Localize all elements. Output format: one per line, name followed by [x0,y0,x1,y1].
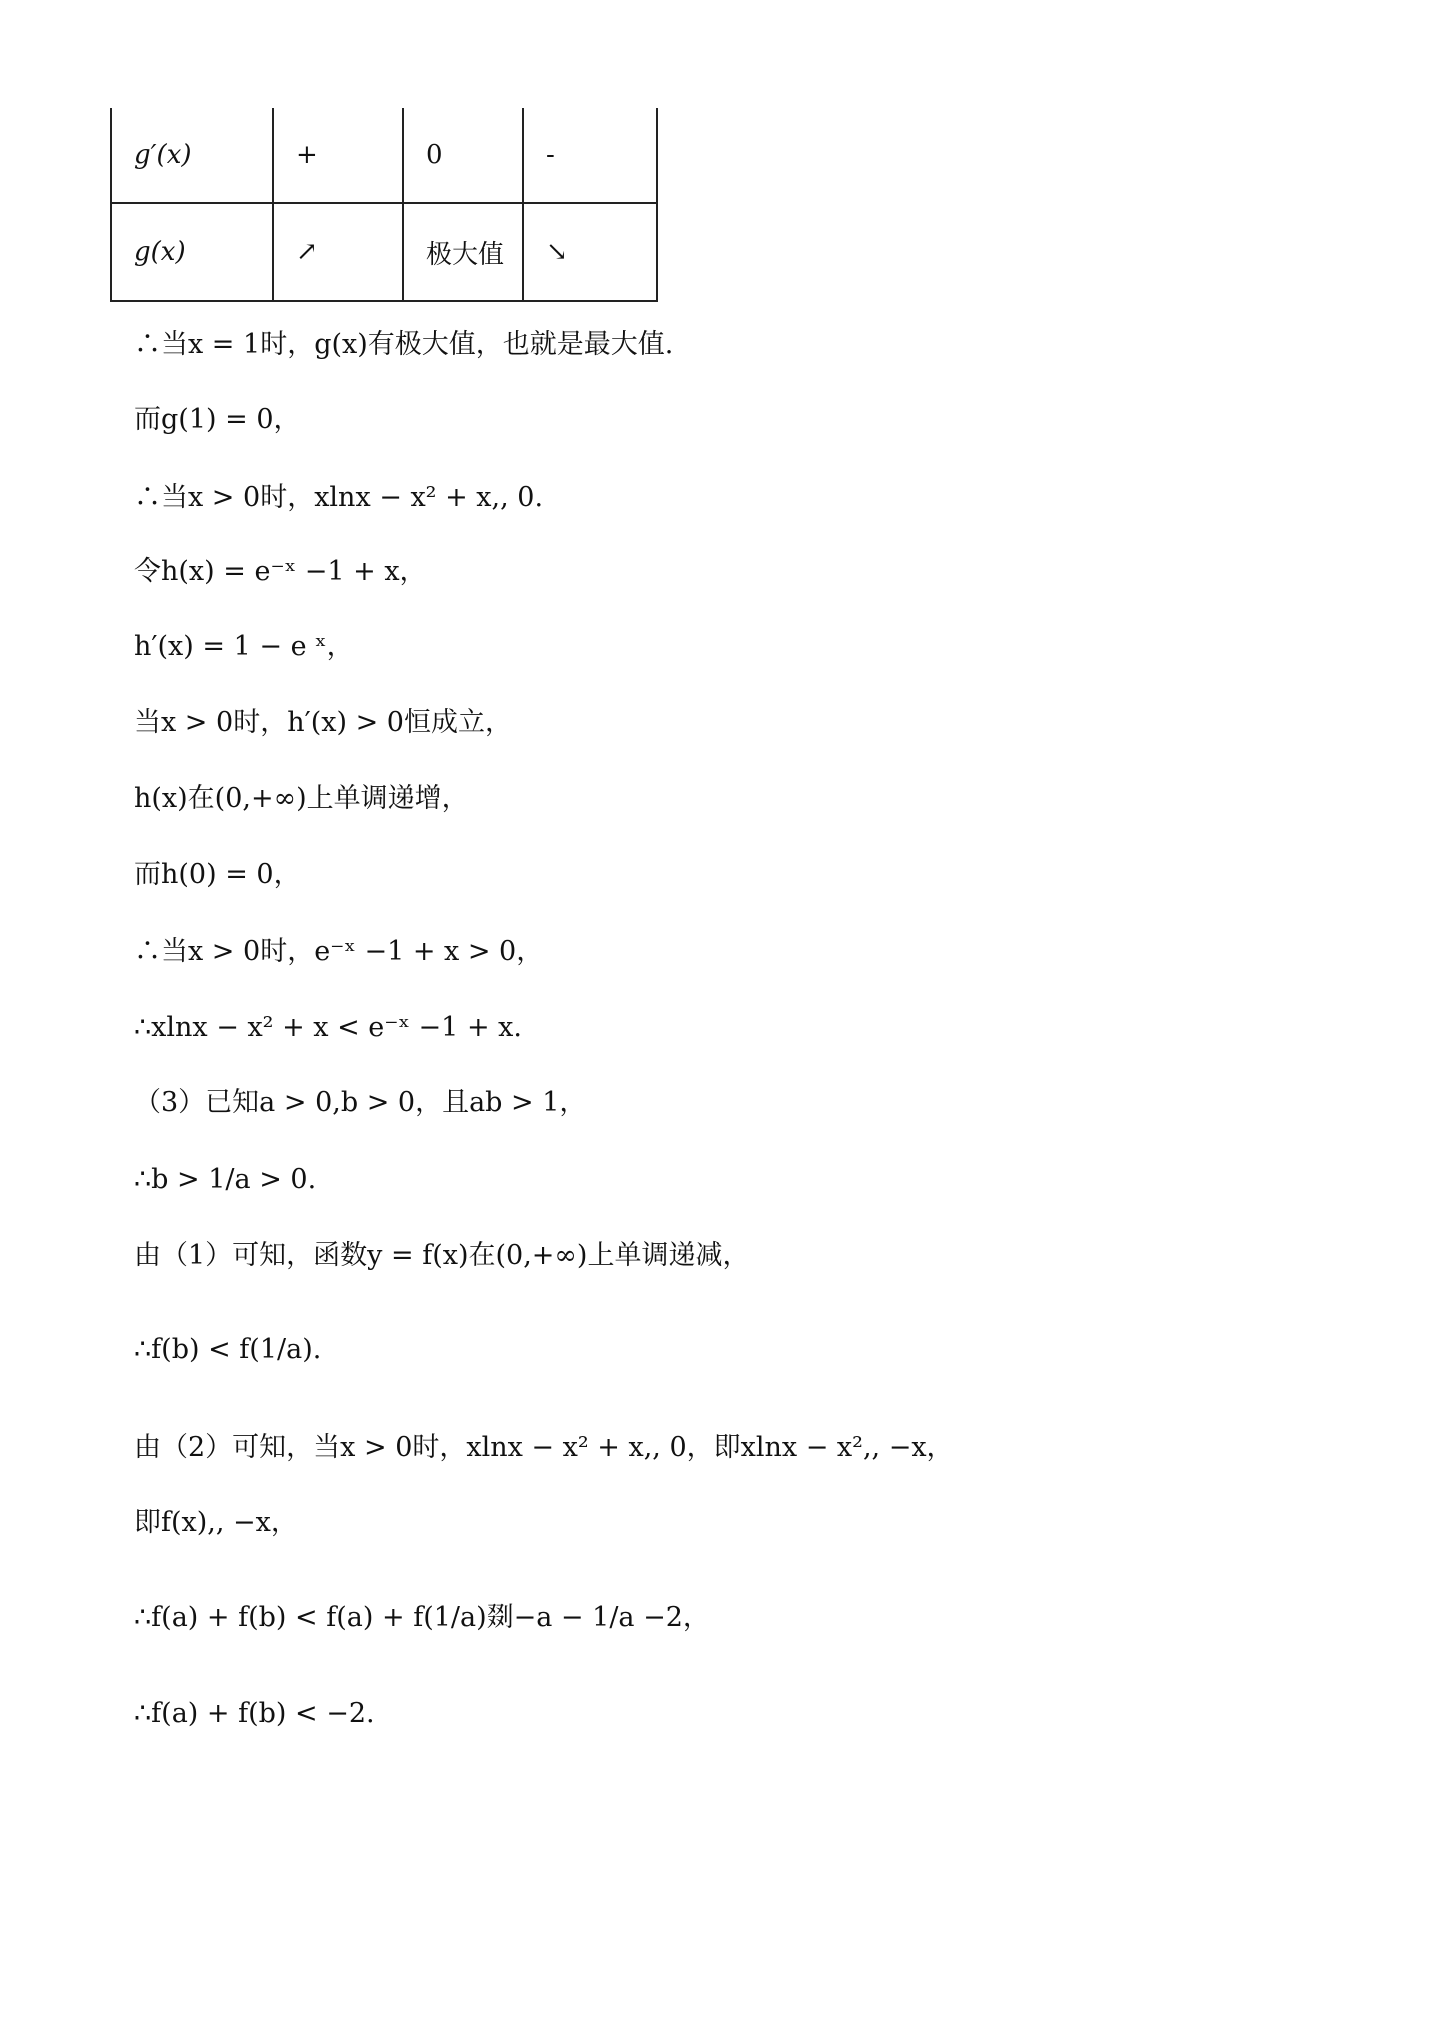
solution-line: h(x)在(0,+∞)上单调递增， [134,783,469,814]
solution-line: 由（2）可知，当x > 0时，xlnx − x² + x,, 0，即xlnx − x²,, −x， [134,1432,954,1463]
increasing-arrow-icon: ↗ [273,203,403,301]
table-cell: 极大值 [403,203,523,301]
table-row [111,108,657,203]
solution-line: ∴xlnx − x² + x < e⁻ˣ −1 + x. [134,1012,522,1043]
solution-line: ∴当x > 0时，e⁻ˣ −1 + x > 0， [134,936,544,967]
table-row-label: g(x) [111,203,273,301]
solution-line: 令h(x) = e⁻ˣ −1 + x， [134,556,427,587]
table-row [111,203,657,301]
table-row-label: g′(x) [111,108,273,203]
solution-line: 而g(1) = 0， [134,404,301,435]
solution-line: h′(x) = 1 − e ˣ， [134,631,354,662]
solution-line: ∴b > 1/a > 0. [134,1164,317,1195]
solution-line: ∴当x = 1时，g(x)有极大值，也就是最大值. [134,329,674,360]
table-cell: + [273,108,403,203]
solution-line: ∴f(b) < f(1/a). [134,1334,322,1365]
solution-line: ∴f(a) + f(b) < f(a) + f(1/a)剟−a − 1/a −2， [134,1602,710,1633]
table-cell: - [523,108,657,203]
decreasing-arrow-icon: ↘ [523,203,657,301]
solution-line: 即f(x),, −x， [134,1507,298,1538]
solution-line: ∴当x > 0时，xlnx − x² + x,, 0. [134,482,544,513]
sign-table [110,108,658,302]
solution-line: 当x > 0时，h′(x) > 0恒成立， [134,707,512,738]
solution-line: （3）已知a > 0,b > 0，且ab > 1， [134,1087,587,1118]
solution-line: 由（1）可知，函数y = f(x)在(0,+∞)上单调递减， [134,1240,750,1271]
table-cell: 0 [403,108,523,203]
solution-line: 而h(0) = 0， [134,859,301,890]
solution-line: ∴f(a) + f(b) < −2. [134,1698,375,1729]
